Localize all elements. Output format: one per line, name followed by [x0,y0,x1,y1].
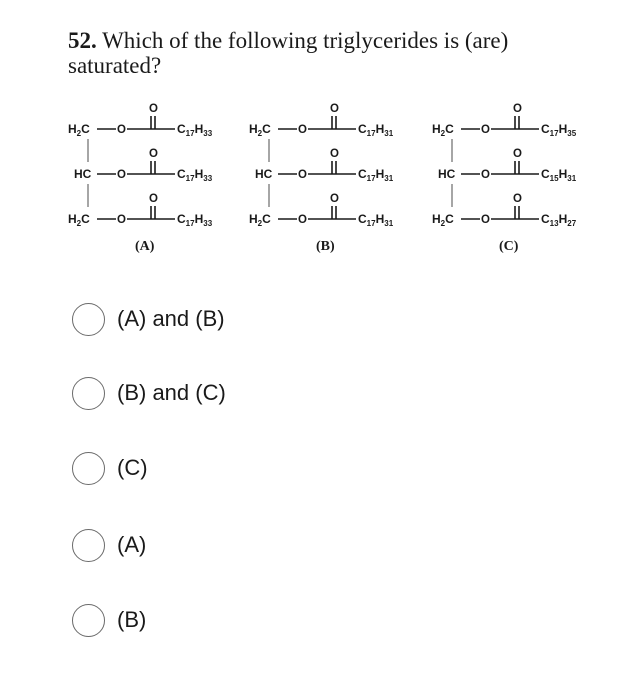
radio-button[interactable] [72,452,105,485]
ester-oxygen: O [298,169,307,181]
carbonyl-oxygen: O [149,103,158,115]
carbonyl-oxygen: O [330,103,339,115]
backbone-carbon-bot: $H_2C$ [432,212,454,228]
option-label: (A) [117,532,147,557]
backbone-carbon-mid: HC [74,167,92,181]
carbonyl-oxygen: O [513,193,522,205]
option-label: (C) [117,455,148,480]
fatty-acid-chain-2: $C_{17}H_{31}$ [358,167,394,183]
structure-label: (B) [316,239,335,254]
option-a[interactable] [72,525,146,565]
option-b[interactable] [72,600,146,640]
option-label: (A) and (B) [117,306,225,331]
backbone-carbon-top: $H_2C$ [249,122,271,138]
triglyceride-structures [0,0,629,270]
structure-label: (A) [135,239,155,254]
radio-button[interactable] [72,303,105,336]
ester-oxygen: O [117,169,126,181]
backbone-carbon-top: $H_2C$ [432,122,454,138]
fatty-acid-chain-2: $C_{15}H_{31}$ [541,167,577,183]
structure-label: (C) [499,239,519,254]
ester-oxygen: O [298,124,307,136]
radio-button[interactable] [72,529,105,562]
fatty-acid-chain-3: $C_{13}H_{27}$ [541,212,577,228]
carbonyl-oxygen: O [513,148,522,160]
question-number: 52. [68,28,97,53]
option-c[interactable] [72,448,148,488]
backbone-carbon-mid: HC [438,167,456,181]
question-body: Which of the following triglycerides is (are) saturated? [68,28,509,78]
radio-button[interactable] [72,604,105,637]
backbone-carbon-top: $H_2C$ [68,122,90,138]
carbonyl-oxygen: O [330,148,339,160]
option-b-and-c[interactable] [72,373,226,413]
option-label: (B) and (C) [117,380,226,405]
carbonyl-oxygen: O [330,193,339,205]
ester-oxygen: O [481,214,490,226]
ester-oxygen: O [117,124,126,136]
backbone-carbon-bot: $H_2C$ [249,212,271,228]
ester-oxygen: O [298,214,307,226]
fatty-acid-chain-1: $C_{17}H_{33}$ [177,122,213,138]
fatty-acid-chain-1: $C_{17}H_{35}$ [541,122,577,138]
radio-button[interactable] [72,377,105,410]
fatty-acid-chain-3: $C_{17}H_{33}$ [177,212,213,228]
fatty-acid-chain-3: $C_{17}H_{31}$ [358,212,394,228]
fatty-acid-chain-1: $C_{17}H_{31}$ [358,122,394,138]
carbonyl-oxygen: O [513,103,522,115]
backbone-carbon-mid: HC [255,167,273,181]
option-label: (B) [117,607,147,632]
option-a-and-b[interactable] [72,299,225,339]
ester-oxygen: O [481,124,490,136]
carbonyl-oxygen: O [149,193,158,205]
ester-oxygen: O [117,214,126,226]
fatty-acid-chain-2: $C_{17}H_{33}$ [177,167,213,183]
backbone-carbon-bot: $H_2C$ [68,212,90,228]
ester-oxygen: O [481,169,490,181]
carbonyl-oxygen: O [149,148,158,160]
